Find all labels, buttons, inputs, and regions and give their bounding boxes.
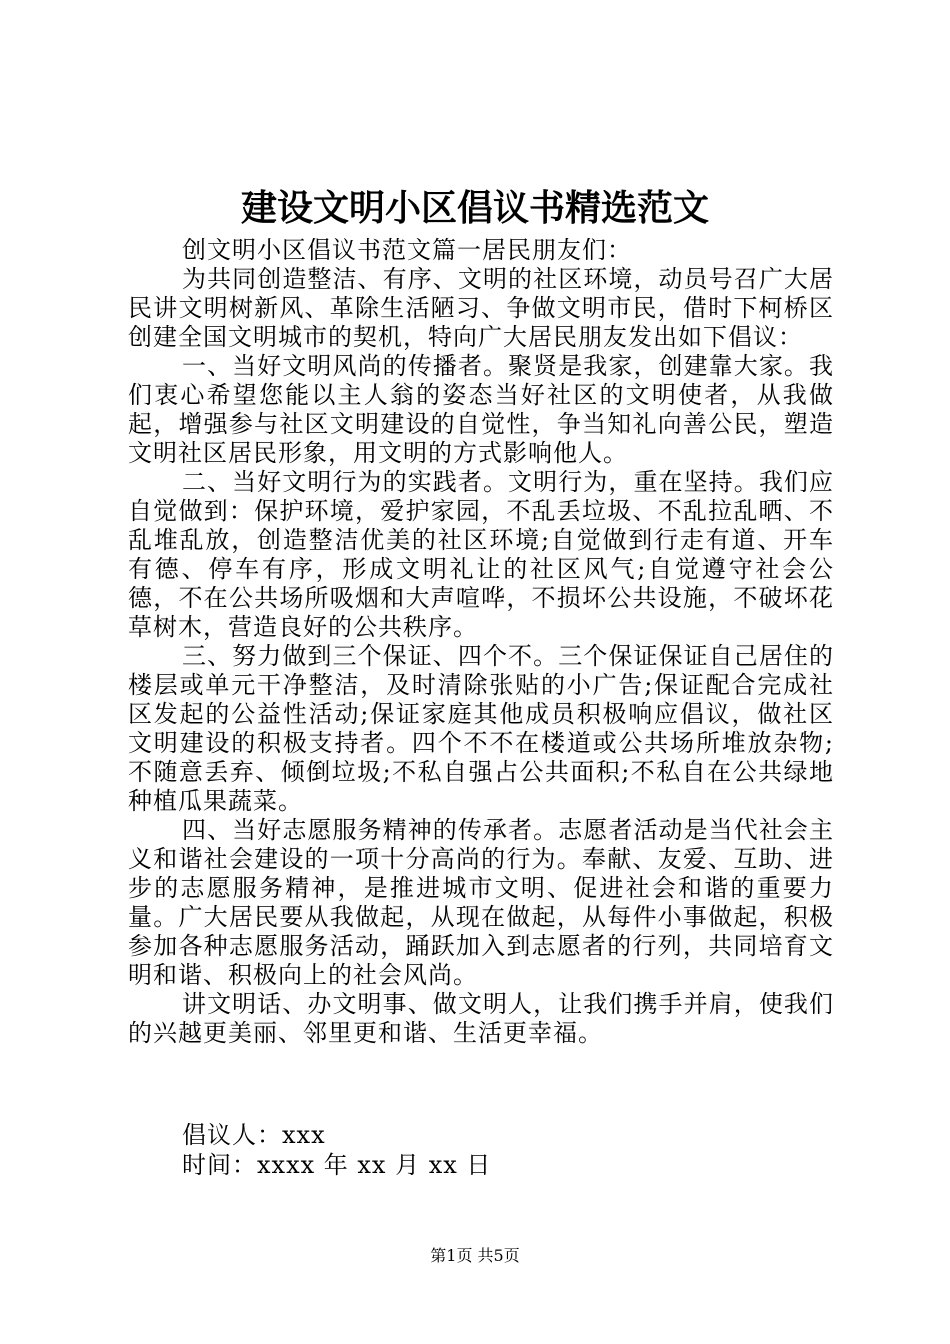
signature-date: 时间：xxxx 年 xx 月 xx 日 [182, 1151, 492, 1179]
paragraph-point-four: 四、当好志愿服务精神的传承者。志愿者活动是当代社会主义和谐社会建设的一项十分高尚的行为。奉献、友爱、互助、进步的志愿服务精神，是推进城市文明、促进社会和谐的重要力量。广大居民要从我做起，从现在做起，从每件小事做起，积极参加各种志愿服务活动，踊跃加入到志愿者的行列，共同培育文明和谐、积极向上的社会风尚。 [128, 816, 834, 989]
paragraph-greeting: 创文明小区倡议书范文篇一居民朋友们： [182, 236, 632, 264]
signature-initiator: 倡议人：xxx [182, 1121, 326, 1149]
document-body [128, 236, 834, 1048]
paragraph-point-three: 三、努力做到三个保证、四个不。三个保证保证自己居住的楼层或单元干净整洁，及时清除张贴的小广告;保证配合完成社区发起的公益性活动;保证家庭其他成员积极响应倡议，做社区文明建设的积极支持者。四个不不在楼道或公共场所堆放杂物;不随意丢弃、倾倒垃圾;不私自强占公共面积;不私自在公共绿地种植瓜果蔬菜。 [128, 642, 834, 815]
document-title: 建设文明小区倡议书精选范文 [240, 187, 709, 229]
paragraph-point-one: 一、当好文明风尚的传播者。聚贤是我家，创建靠大家。我们衷心希望您能以主人翁的姿态当好社区的文明使者，从我做起，增强参与社区文明建设的自觉性，争当知礼向善公民，塑造文明社区居民形象，用文明的方式影响他人。 [128, 352, 834, 467]
paragraph-closing: 讲文明话、办文明事、做文明人，让我们携手并肩，使我们的兴越更美丽、邻里更和谐、生活更幸福。 [128, 990, 834, 1047]
paragraph-point-two: 二、当好文明行为的实践者。文明行为，重在坚持。我们应自觉做到：保护环境，爱护家园，不乱丢垃圾、不乱拉乱晒、不乱堆乱放，创造整洁优美的社区环境;自觉做到行走有道、开车有德、停车有序，形成文明礼让的社区风气;自觉遵守社会公德，不在公共场所吸烟和大声喧哗，不损坏公共设施，不破坏花草树木，营造良好的公共秩序。 [128, 468, 834, 641]
paragraph-intro: 为共同创造整洁、有序、文明的社区环境，动员号召广大居民讲文明树新风、革除生活陋习、争做文明市民，借时下柯桥区创建全国文明城市的契机，特向广大居民朋友发出如下倡议： [128, 265, 834, 351]
page-number-footer: 第1页 共5页 [430, 1246, 520, 1265]
